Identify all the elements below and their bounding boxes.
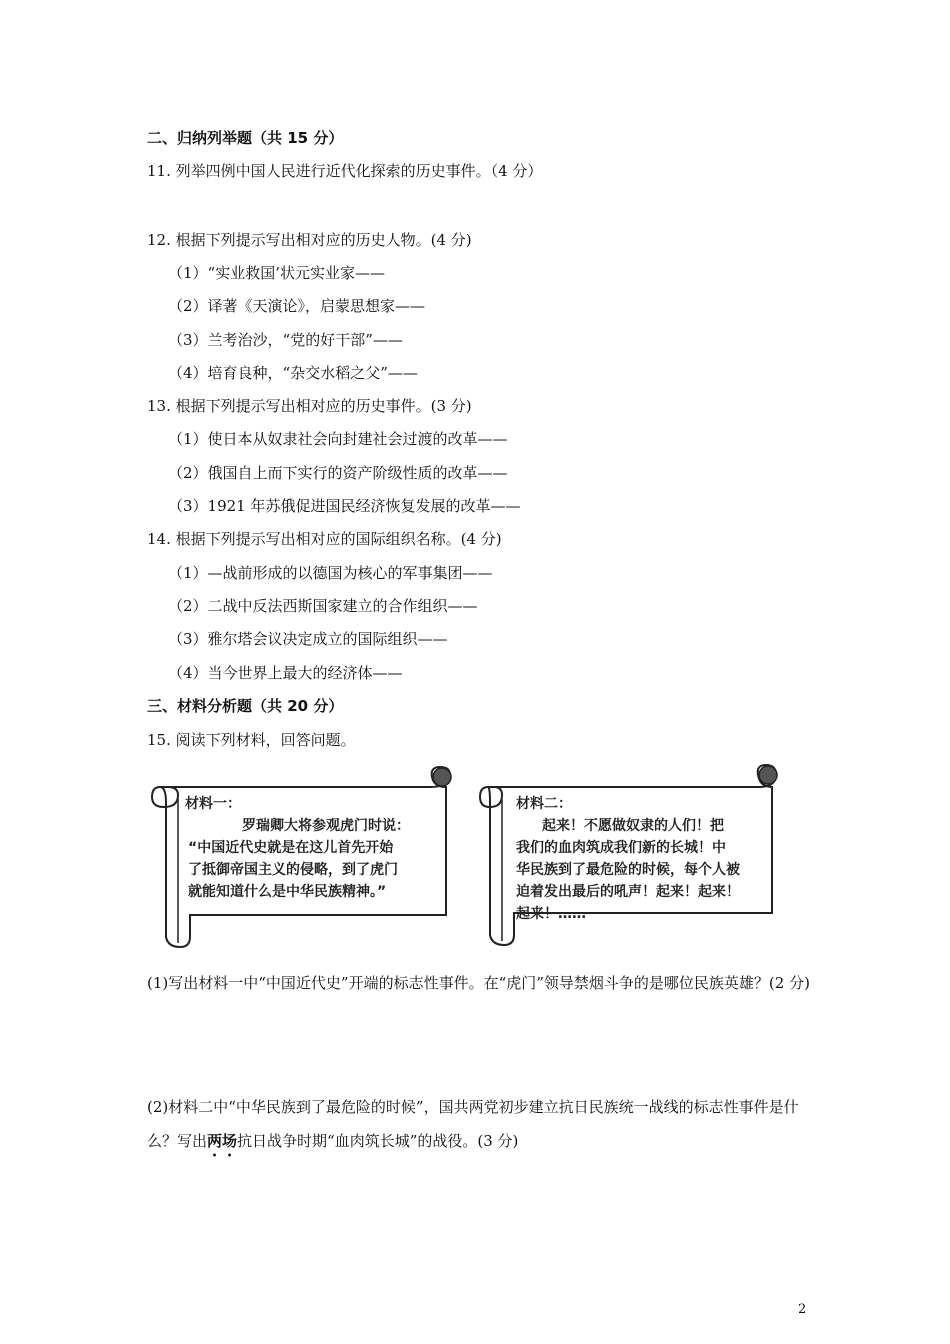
- section2-heading: 二、归纳列举题（共 15 分）: [147, 129, 344, 147]
- question-14-stem: 14. 根据下列提示写出相对应的国际组织名称。(4 分): [147, 530, 502, 548]
- material-1-line: 罗瑞卿大将参观虎门时说：: [242, 818, 410, 834]
- page-number: 2: [798, 1302, 807, 1317]
- question-15-stem: 15. 阅读下列材料，回答问题。: [147, 731, 356, 749]
- material-2-line: 我们的血肉筑成我们新的长城！中: [516, 840, 726, 856]
- material-2-line: 迫着发出最后的吼声！起来！起来！: [516, 884, 740, 900]
- material-1-title: 材料一：: [185, 796, 241, 812]
- question-12-stem: 12. 根据下列提示写出相对应的历史人物。(4 分): [147, 231, 472, 249]
- question-12-item: （3）兰考治沙，“党的好干部”——: [168, 331, 403, 349]
- question-14-item: （4）当今世界上最大的经济体——: [168, 664, 403, 682]
- question-15-sub-2: [147, 1090, 812, 1160]
- question-12-item: （4）培育良种，“杂交水稻之父”——: [168, 364, 418, 382]
- question-14-item: （3）雅尔塔会议决定成立的国际组织——: [168, 630, 448, 648]
- question-15-sub-1: (1)写出材料一中“中国近代史”开端的标志性事件。在“虎门”领导禁烟斗争的是哪位民族英雄？(2 分): [147, 974, 810, 992]
- material-2-line: 华民族到了最危险的时候，每个人被: [516, 862, 740, 878]
- question-12-item: （2）译著《天演论》，启蒙思想家——: [168, 297, 426, 315]
- section3-heading: 三、材料分析题（共 20 分）: [147, 697, 344, 715]
- material-1-line: “中国近代史就是在这儿首先开始: [188, 840, 394, 856]
- question-13-item: （1）使日本从奴隶社会向封建社会过渡的改革——: [168, 430, 508, 448]
- material-1-line: 就能知道什么是中华民族精神。”: [188, 884, 387, 900]
- sub-2-text-before: (2)材料二中“中华民族到了最危险的时候”，国共两党初步建立抗日民族统一战线的标志性事件是什么？写出: [147, 1098, 799, 1150]
- question-13-item: （2）俄国自上而下实行的资产阶级性质的改革——: [168, 464, 508, 482]
- sub-2-emphasis: 两场: [207, 1132, 238, 1150]
- question-13-item: （3）1921 年苏俄促进国民经济恢复发展的改革——: [168, 497, 521, 515]
- question-14-item: （2）二战中反法西斯国家建立的合作组织——: [168, 597, 478, 615]
- material-2-line: 起来！……: [516, 906, 586, 922]
- question-12-item: （1）“实业救国’状元实业家——: [168, 264, 385, 282]
- material-1-scroll: [150, 765, 465, 950]
- material-2-line: 起来！不愿做奴隶的人们！把: [542, 818, 724, 834]
- sub-2-text-after: 抗日战争时期“血肉筑长城”的战役。(3 分): [237, 1132, 519, 1150]
- question-14-item: （1）—战前形成的以德国为核心的军事集团——: [168, 564, 493, 582]
- material-2-title: 材料二：: [516, 796, 572, 812]
- question-13-stem: 13. 根据下列提示写出相对应的历史事件。(3 分): [147, 397, 472, 415]
- material-2-scroll: [478, 763, 788, 948]
- material-1-line: 了抵御帝国主义的侵略，到了虎门: [188, 862, 398, 878]
- question-11: 11. 列举四例中国人民进行近代化探索的历史事件。（4 分）: [147, 162, 543, 180]
